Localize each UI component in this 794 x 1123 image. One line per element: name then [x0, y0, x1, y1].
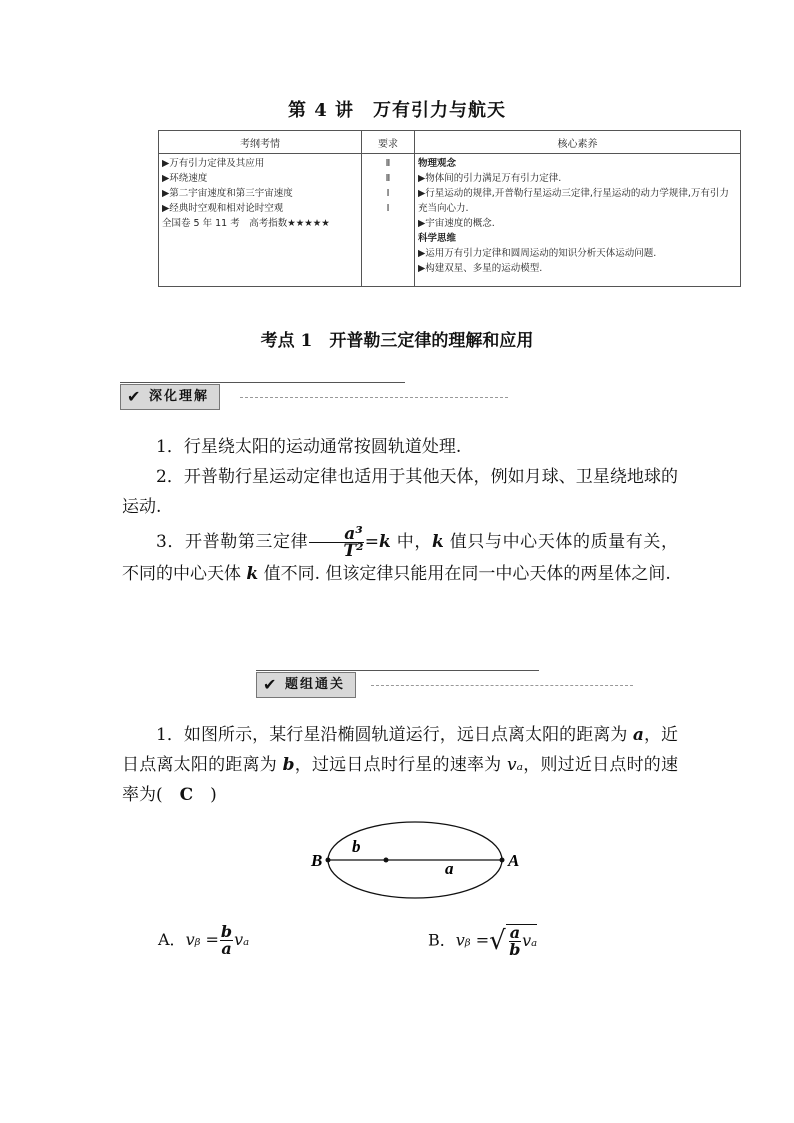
question-part: ): [193, 785, 217, 805]
banner-box: [256, 672, 356, 698]
understanding-section: [122, 432, 678, 589]
page-title: 第 4 讲 万有引力与航天: [287, 100, 507, 121]
requirement-cell: [362, 154, 415, 287]
sqrt-icon: √: [489, 926, 506, 956]
var-a: a: [632, 725, 644, 745]
label-A: A: [508, 851, 520, 870]
option-label: A．: [158, 930, 186, 949]
requirement-level: Ⅰ: [386, 188, 390, 199]
point-3-text: 值只与中心天体的质量有关，不同的中心天体: [122, 532, 678, 584]
option-rhs: vₐ: [522, 931, 538, 950]
fraction-numerator: b: [220, 922, 233, 941]
var-va: vₐ: [507, 755, 524, 775]
banner-rule: [256, 670, 539, 671]
point-A: [500, 858, 505, 863]
core-line: ▶行星运动的规律,开普勒行星运动三定律,行星运动的动力学规律,万有引力充当向心力.: [418, 188, 729, 214]
requirement-level: Ⅱ: [385, 173, 391, 184]
question-1: [122, 720, 678, 810]
requirement-level: Ⅰ: [386, 203, 390, 214]
core-line: ▶物体间的引力满足万有引力定律.: [418, 173, 562, 184]
option-lhs: vᵦ =: [455, 930, 490, 950]
kepler-fraction: [309, 526, 363, 559]
answer: C: [179, 785, 194, 805]
banner-dash: [240, 397, 508, 398]
syllabus-table: [158, 130, 741, 287]
option-A[interactable]: [158, 924, 249, 957]
option-fraction: [220, 924, 233, 957]
point-3-text: 值不同. 但该定律只能用在同一中心天体的两星体之间.: [258, 564, 671, 584]
point-3-text: 中，: [390, 532, 432, 552]
option-B[interactable]: [428, 924, 537, 958]
option-lhs: vᵦ =: [185, 930, 219, 949]
question-part: ，过远日点时行星的速率为: [294, 755, 508, 775]
banner-box: [120, 384, 220, 410]
var-b: b: [282, 755, 295, 775]
header-core-literacy: 核心素养: [415, 131, 741, 154]
orbit-figure: [300, 818, 540, 906]
point-B: [326, 858, 331, 863]
var-k: k: [431, 532, 444, 552]
var-k: k: [378, 532, 391, 552]
physics-concept-title: 物理观念: [418, 158, 457, 169]
question-text: [122, 720, 678, 810]
banner-exercise: [256, 672, 539, 696]
fraction-denominator: b: [509, 940, 521, 959]
understanding-point-3: [122, 526, 678, 589]
understanding-point-1: 1．行星绕太阳的运动通常按圆轨道处理.: [156, 437, 462, 457]
understanding-point-2: 2．开普勒行星运动定律也适用于其他天体，例如月球、卫星绕地球的运动.: [122, 467, 678, 517]
option-rhs: vₐ: [234, 930, 250, 949]
header-requirement: 要求: [362, 131, 415, 154]
var-k: k: [246, 564, 259, 584]
check-icon: ✔: [263, 675, 279, 694]
science-thinking-title: 科学思维: [418, 233, 457, 244]
banner-label: 深化理解: [149, 389, 210, 404]
syllabus-cell: [159, 154, 362, 287]
question-part: 1．如图所示，某行星沿椭圆轨道运行，远日点离太阳的距离为: [156, 725, 633, 745]
fraction-denominator: a: [221, 939, 232, 958]
syllabus-item: ▶经典时空观和相对论时空观: [162, 203, 284, 214]
syllabus-item: ▶第二宇宙速度和第三宇宙速度: [162, 188, 293, 199]
point-3-text: 3．开普勒第三定律: [156, 532, 309, 552]
banner-rule: [120, 382, 405, 383]
question-part: ，近日点离太阳的距离为: [122, 725, 679, 775]
banner-label: 题组通关: [285, 677, 346, 692]
core-line: ▶运用万有引力定律和圆周运动的知识分析天体运动问题.: [418, 248, 657, 259]
banner-dash: [371, 685, 633, 686]
section-title: 考点 1 开普勒三定律的理解和应用: [260, 331, 534, 351]
requirement-level: Ⅱ: [385, 158, 391, 169]
equals-sign: =: [364, 532, 379, 552]
option-fraction: [509, 925, 521, 958]
label-a: a: [445, 859, 454, 878]
syllabus-item: ▶万有引力定律及其应用: [162, 158, 265, 169]
sun-dot: [384, 858, 389, 863]
syllabus-item: ▶环绕速度: [162, 173, 208, 184]
banner-deep-understanding: [120, 384, 405, 408]
core-line: ▶构建双星、多星的运动模型.: [418, 263, 543, 274]
check-icon: ✔: [127, 387, 143, 406]
sqrt-body: [506, 924, 537, 958]
option-label: B．: [428, 930, 456, 950]
question-part: ，则过近日点时的速率为(: [122, 755, 679, 805]
core-literacy-cell: [415, 154, 741, 287]
core-line: ▶宇宙速度的概念.: [418, 218, 495, 229]
exam-note: 全国卷 5 年 11 考 高考指数★★★★★: [162, 218, 330, 229]
fraction-denominator: T²: [343, 541, 364, 561]
fraction-numerator: a: [509, 923, 521, 942]
label-b: b: [352, 837, 361, 856]
fraction-numerator: a³: [309, 526, 363, 543]
header-syllabus: 考纲考情: [159, 131, 362, 154]
label-B: B: [311, 851, 323, 870]
